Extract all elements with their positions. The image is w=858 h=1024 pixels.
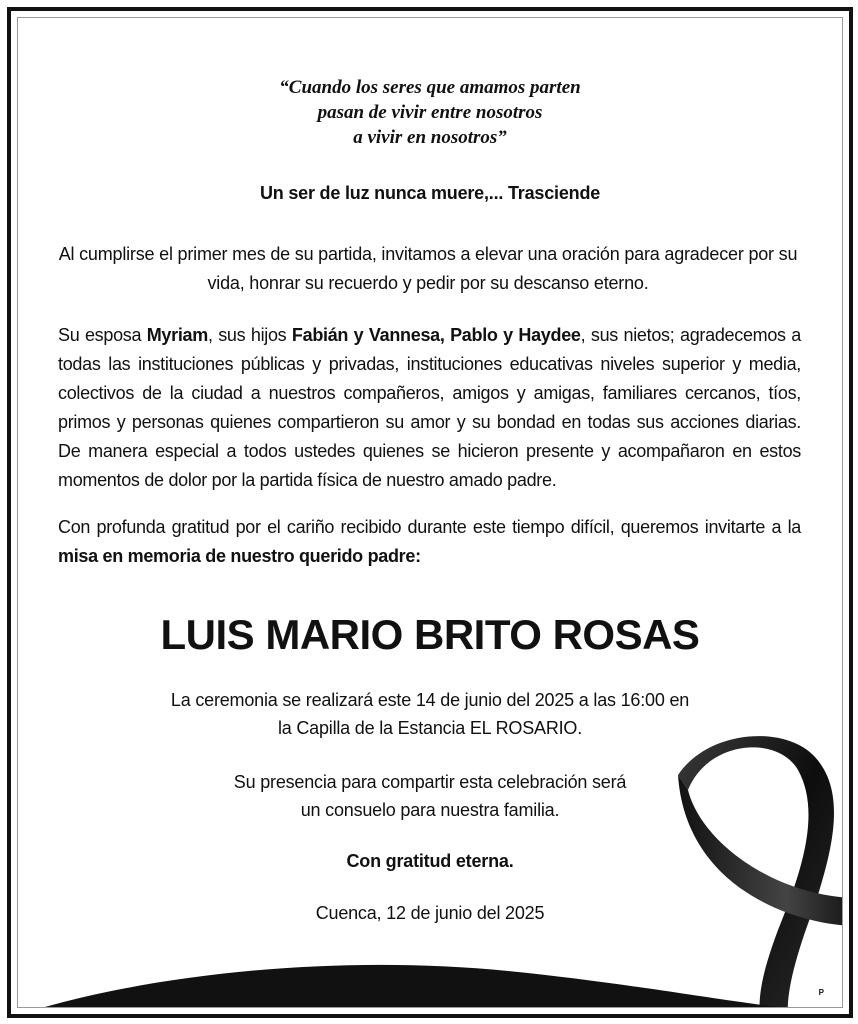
inner-border	[17, 17, 843, 1008]
deceased-name: LUIS MARIO BRITO ROSAS	[160, 611, 700, 658]
quote-line-1: “Cuando los seres que amamos parten	[279, 77, 581, 98]
place-and-date: Cuenca, 12 de junio del 2025	[315, 903, 545, 923]
closing-gratitude: Con gratitud eterna.	[346, 851, 514, 871]
ceremony-line-1: La ceremonia se realizará este 14 de junio del 2025 a las 16:00 en	[170, 690, 690, 710]
invitation-bold: misa en memoria de nuestro querido padre:	[58, 546, 421, 566]
invitation-paragraph	[58, 513, 801, 571]
quote-line-2: pasan de vivir entre nosotros	[317, 102, 543, 123]
presence-line-2: un consuelo para nuestra familia.	[300, 800, 560, 820]
intro-paragraph: Al cumplirse el primer mes de su partida, invitamos a elevar una oración para agradecer por su vida, honrar su recuerdo y pedir por su descanso eterno.	[58, 244, 798, 293]
decorative-swoosh	[38, 949, 798, 1008]
presence-line-1: Su presencia para compartir esta celebración será	[233, 772, 627, 792]
children-names: Fabián y Vannesa, Pablo y Haydee	[291, 325, 581, 345]
thanks-text-2: , sus hijos	[207, 325, 292, 345]
thanks-text-1: Su esposa	[58, 325, 147, 345]
thanks-text-3: , sus nietos; agradecemos a todas las instituciones públicas y privadas, instituciones educativas niveles superior y media, colectivos de la ciudad a nuestros compañeros, amigos y amigas, familiares cercanos, tíos, primos y personas quienes compartieron su amor y su bondad en todas sus acciones diarias. De manera especial a todos ustedes quienes se hicieron presente y acompañaron en estos momentos de dolor por la partida física de nuestro amado padre.	[58, 325, 802, 490]
subtitle: Un ser de luz nunca muere,... Trasciende	[259, 183, 601, 203]
thanks-paragraph	[58, 321, 801, 495]
wife-name: Myriam	[146, 325, 208, 345]
page-border	[7, 7, 853, 1018]
ceremony-line-2: la Capilla de la Estancia EL ROSARIO.	[277, 718, 583, 738]
invitation-text: Con profunda gratitud por el cariño recibido durante este tiempo difícil, queremos invitarte a la	[58, 517, 801, 537]
publisher-mark: P	[818, 988, 824, 997]
quote-line-3: a vivir en nosotros”	[353, 127, 507, 148]
opening-quote	[18, 75, 842, 150]
